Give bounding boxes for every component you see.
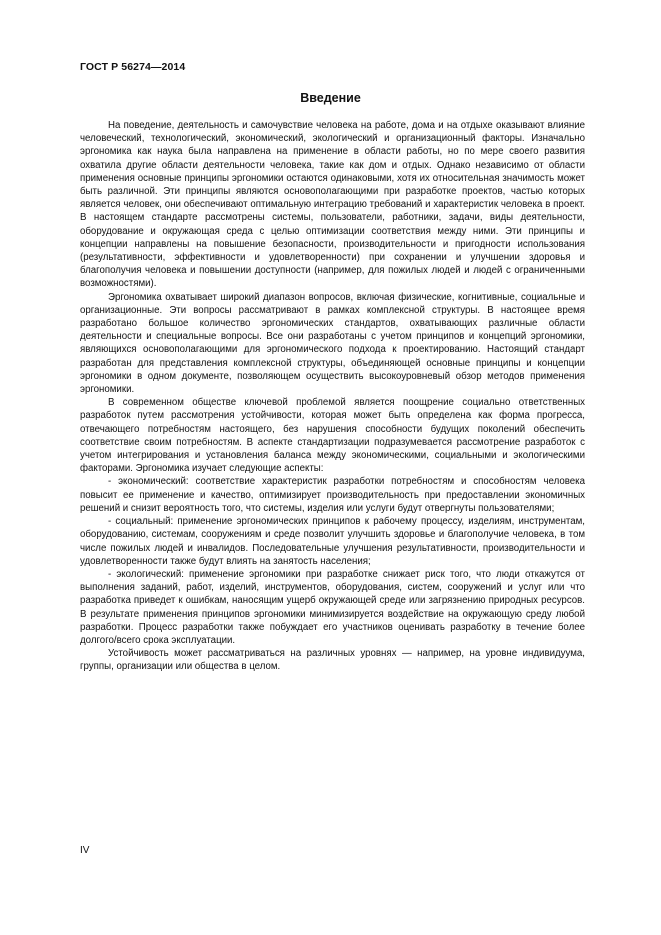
section-title: Введение: [300, 91, 361, 105]
list-item-social: - социальный: применение эргономических принципов к рабочему процессу, изделиям, инструментам, оборудованию, системам, сооружениям и среде позволит улучшить здоровье и благополучие человека, в том числе пожилых людей и инвалидов. Последовательные улучшения результативности, производительности и удовлетворенности также будут влиять на занятость населения;: [80, 516, 585, 567]
body-text: [80, 119, 585, 674]
document-header-code: ГОСТ Р 56274—2014: [80, 61, 186, 73]
paragraph-scope: Эргономика охватывает широкий диапазон вопросов, включая физические, когнитивные, социальные и организационные. Эти вопросы рассматривают в рамках комплексной структуры. В настоящее время разработано большое количество эргономических стандартов, охватывающих различные области деятельности и специальные вопросы. Все они разработаны с учетом принципов и концепций эргономики, являющихся основополагающими для эргономического подхода к проектированию. Настоящий стандарт разработан для представления комплексной структуры, объединяющей основные принципы и концепции эргономики в одном документе, позволяющем осуществить высокоуровневый обзор методов применения эргономики.: [80, 291, 585, 396]
paragraph-intro: На поведение, деятельность и самочувствие человека на работе, дома и на отдыхе оказывают влияние человеческий, технологический, экономический, экологический и организационный факторы. Изначально эргономика как наука была направлена на применение в области работы, но по мере своего развития охватила другие области деятельности человека, такие как дом и отдых. Однако независимо от области применения основные принципы эргономики остаются одинаковыми, хотя их относительная значимость может быть различной. Эти принципы являются основополагающими при разработке проектов, частью которых является человек, они обеспечивают оптимальную интеграцию требований и характеристик человека в проект. В настоящем стандарте рассмотрены системы, пользователи, работники, задачи, виды деятельности, оборудование и окружающая среда с целью оптимизации соответствия между ними. Эти принципы и концепции направлены на повышение безопасности, производительности и пригодности использования (результативности, эффективности и удовлетворенности) при сохранении и улучшении здоровья и благополучия человека и повышении доступности (например, для пожилых людей и людей с ограниченными возможностями).: [80, 120, 585, 290]
list-item-ecological: - экологический: применение эргономики при разработке снижает риск того, что люди откажутся от выполнения заданий, работ, изделий, инструментов, оборудования, систем, сооружений и услуг или что разработка приведет к ошибкам, наносящим ущерб окружающей среде или загрязнению природных ресурсов. В результате применения принципов эргономики минимизируется воздействие на окружающую среду любой разработки. Процесс разработки также побуждает его участников оценивать разработку в течение более долгого/всего срока эксплуатации.: [80, 568, 585, 646]
paragraph-sustainability: В современном обществе ключевой проблемой является поощрение социально ответственных разработок путем рассмотрения устойчивости, которая может быть определена как форма прогресса, отвечающего потребностям настоящего, без нарушения способности будущих поколений обеспечить соответствие своим потребностям. В аспекте стандартизации подразумевается рассмотрение разработок с учетом интегрирования и установления баланса между экономическими, социальными и экологическими факторами. Эргономика изучает следующие аспекты:: [80, 397, 585, 475]
list-item-economic: - экономический: соответствие характеристик разработки потребностям и способностям человека повысит ее применение и качество, оптимизирует производительность при предоставлении экономичных решений и снизит вероятность того, что системы, изделия или услуги будут отвергнуты пользователями;: [80, 476, 585, 514]
page-number: IV: [80, 845, 90, 856]
paragraph-levels: Устойчивость может рассматриваться на различных уровнях — например, на уровне индивидуума, группы, организации или общества в целом.: [80, 648, 585, 673]
